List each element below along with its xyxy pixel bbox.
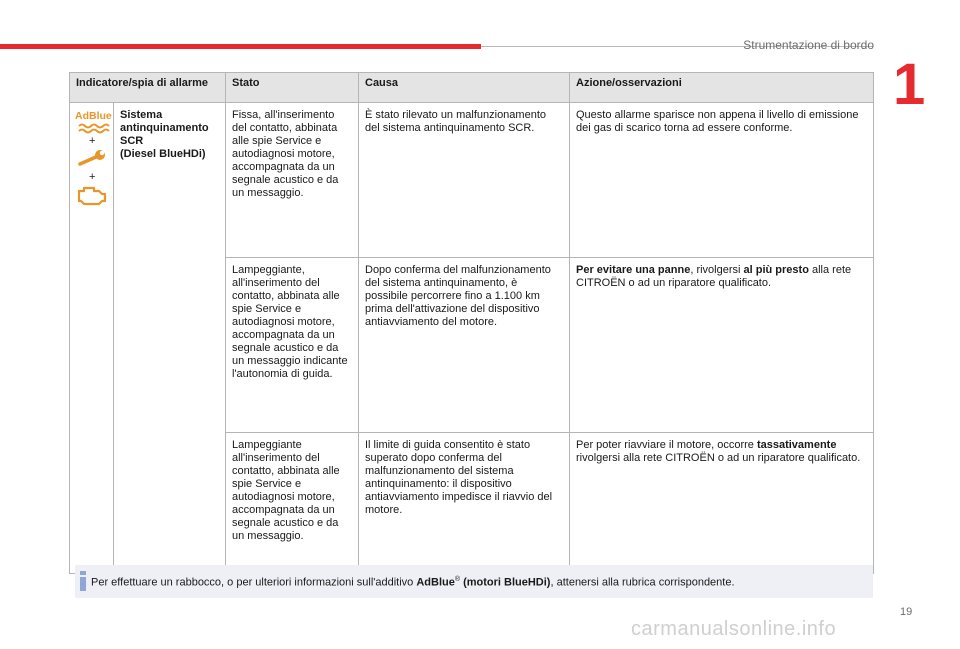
plus-sign: + [89,171,96,183]
wrench-service-icon [72,149,112,171]
azione-cell: Per poter riavviare il motore, occorre tassativamente rivolgersi alla rete CITROËN o ad un riparatore qualificato. [570,433,874,574]
note-text: Per effettuare un rabbocco, o per ulteriori informazioni sull'additivo AdBlue® (motori BlueHDi), attenersi alla rubrica corrispondente. [91,576,735,589]
table-header-row [70,73,874,103]
causa-cell: Dopo conferma del malfunzionamento del sistema antinquinamento, è possibile percorrere fino a 1.100 km prima dell'attivazione del dispositivo antiavviamento del motore. [359,258,570,433]
col-header-azione: Azione/osservazioni [570,73,874,103]
stato-cell: Lampeggiante, all'inserimento del contatto, abbinata alle spie Service e autodiagnosi motore, accompagnata da un segnale acustico e da un messaggio indicante l'autonomia di guida. [226,258,359,433]
causa-cell: È stato rilevato un malfunzionamento del sistema antinquinamento SCR. [359,103,570,258]
engine-diagnosis-icon [72,183,112,209]
running-title: Strumentazione di bordo [743,38,874,52]
causa-cell: Il limite di guida consentito è stato superato dopo conferma del malfunzionamento del sistema antinquinamento: il dispositivo antiavviamento impedisce il riavvio del motore. [359,433,570,574]
indicator-icons-cell [70,103,114,574]
col-header-indicator: Indicatore/spia di allarme [70,73,226,103]
adblue-warning-icon [74,109,114,135]
col-header-stato: Stato [226,73,359,103]
info-note [75,565,873,598]
table-row [70,103,874,258]
stato-cell: Fissa, all'inserimento del contatto, abbinata alle spie Service e autodiagnosi motore, accompagnata da un segnale acustico e da un messaggio. [226,103,359,258]
chapter-number: 1 [893,52,926,117]
plus-sign: + [89,135,96,147]
indicator-name-cell: Sistema antinquinamento SCR (Diesel BlueHDi) [114,103,226,574]
warning-table [69,72,874,574]
azione-cell: Per evitare una panne, rivolgersi al più presto alla rete CITROËN o ad un riparatore qualificato. [570,258,874,433]
stato-cell: Lampeggiante all'inserimento del contatto, abbinata alle spie Service e autodiagnosi motore, accompagnata da un segnale acustico e da un messaggio. [226,433,359,574]
col-header-causa: Causa [359,73,570,103]
azione-cell: Questo allarme sparisce non appena il livello di emissione dei gas di scarico torna ad essere conforme. [570,103,874,258]
info-icon [80,571,86,591]
page-number: 19 [900,606,913,618]
svg-text:AdBlue: AdBlue [75,110,112,122]
header-red-bar [0,44,481,49]
footer-watermark: carmanualsonline.info [631,618,837,640]
